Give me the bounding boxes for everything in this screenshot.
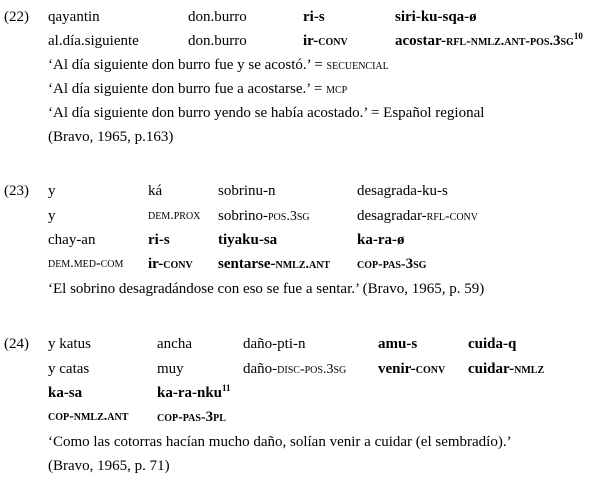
- word: ka-sa: [48, 385, 83, 401]
- gloss: daño-disc-pos.3sg: [243, 361, 347, 377]
- gloss: y: [48, 208, 56, 224]
- gloss: muy: [157, 361, 184, 377]
- translation-line: ‘Al día siguiente don burro fue a acostarse.’ = mcp: [48, 81, 348, 97]
- word: ancha: [157, 336, 192, 352]
- word: sobrinu-n: [218, 183, 276, 199]
- gloss-line-morphemes: [0, 208, 589, 228]
- gloss: ir-conv: [303, 33, 348, 49]
- word: cuida-q: [468, 336, 517, 352]
- gloss-line-original: [0, 232, 589, 252]
- gloss: sentarse-nmlz.ant: [218, 256, 331, 272]
- gloss-line-original: [0, 336, 589, 356]
- example-number: (24): [4, 336, 29, 352]
- gloss-line-morphemes: [0, 33, 589, 53]
- gloss: don.burro: [188, 33, 247, 49]
- word: ri-s: [303, 9, 325, 25]
- gloss: acostar-$rfl-nmlz.ant-pos.3sg^{10}$: [395, 31, 583, 49]
- word: ri-s: [148, 232, 170, 248]
- word: y katus: [48, 336, 91, 352]
- gloss: dem.prox: [148, 208, 201, 223]
- translation-line: ‘El sobrino desagradándose con eso se fue a sentar.’ (Bravo, 1965, p. 59): [48, 281, 485, 297]
- translation-line: ‘Al día siguiente don burro fue y se acostó.’ = secuencial: [48, 57, 389, 73]
- gloss-line-morphemes: [0, 409, 589, 429]
- gloss: cop-pas-3pl: [157, 409, 226, 425]
- word: qayantin: [48, 9, 100, 25]
- example-number: (22): [4, 9, 29, 25]
- word: ka-ra-nku$^{11}$: [157, 383, 231, 401]
- word: tiyaku-sa: [218, 232, 278, 248]
- gloss: desagradar-rfl-conv: [357, 208, 478, 224]
- gloss-line-morphemes: [0, 256, 589, 276]
- gloss: ir-conv: [148, 256, 193, 272]
- gloss-line-original: [0, 9, 589, 29]
- gloss-line-original: [0, 385, 589, 405]
- citation: (Bravo, 1965, p.163): [48, 129, 174, 145]
- word: chay-an: [48, 232, 96, 248]
- word: daño-pti-n: [243, 336, 306, 352]
- citation: (Bravo, 1965, p. 71): [48, 458, 170, 474]
- word: don.burro: [188, 9, 247, 25]
- word: y: [48, 183, 56, 199]
- footnote-marker: 11: [222, 383, 231, 393]
- gloss: dem.med-com: [48, 256, 124, 271]
- word: amu-s: [378, 336, 418, 352]
- gloss: venir-conv: [378, 361, 446, 377]
- gloss: sobrino-pos.3sg: [218, 208, 310, 224]
- gloss-line-morphemes: [0, 361, 589, 381]
- word: ka-ra-ø: [357, 232, 405, 248]
- gloss: y catas: [48, 361, 90, 377]
- example-number: (23): [4, 183, 29, 199]
- word: siri-ku-sqa-ø: [395, 9, 477, 25]
- gloss: cuidar-nmlz: [468, 361, 545, 377]
- translation-line: ‘Como las cotorras hacían mucho daño, solían venir a cuidar (el sembradío).’: [48, 434, 512, 450]
- gloss-line-original: [0, 183, 589, 203]
- word: desagrada-ku-s: [357, 183, 448, 199]
- gloss: cop-nmlz.ant: [48, 409, 129, 424]
- footnote-marker: 10: [573, 31, 583, 41]
- translation-line: ‘Al día siguiente don burro yendo se había acostado.’ = Español regional: [48, 105, 485, 121]
- word: ká: [148, 183, 163, 199]
- gloss: al.día.siguiente: [48, 33, 139, 49]
- gloss: cop-pas-3sg: [357, 256, 427, 272]
